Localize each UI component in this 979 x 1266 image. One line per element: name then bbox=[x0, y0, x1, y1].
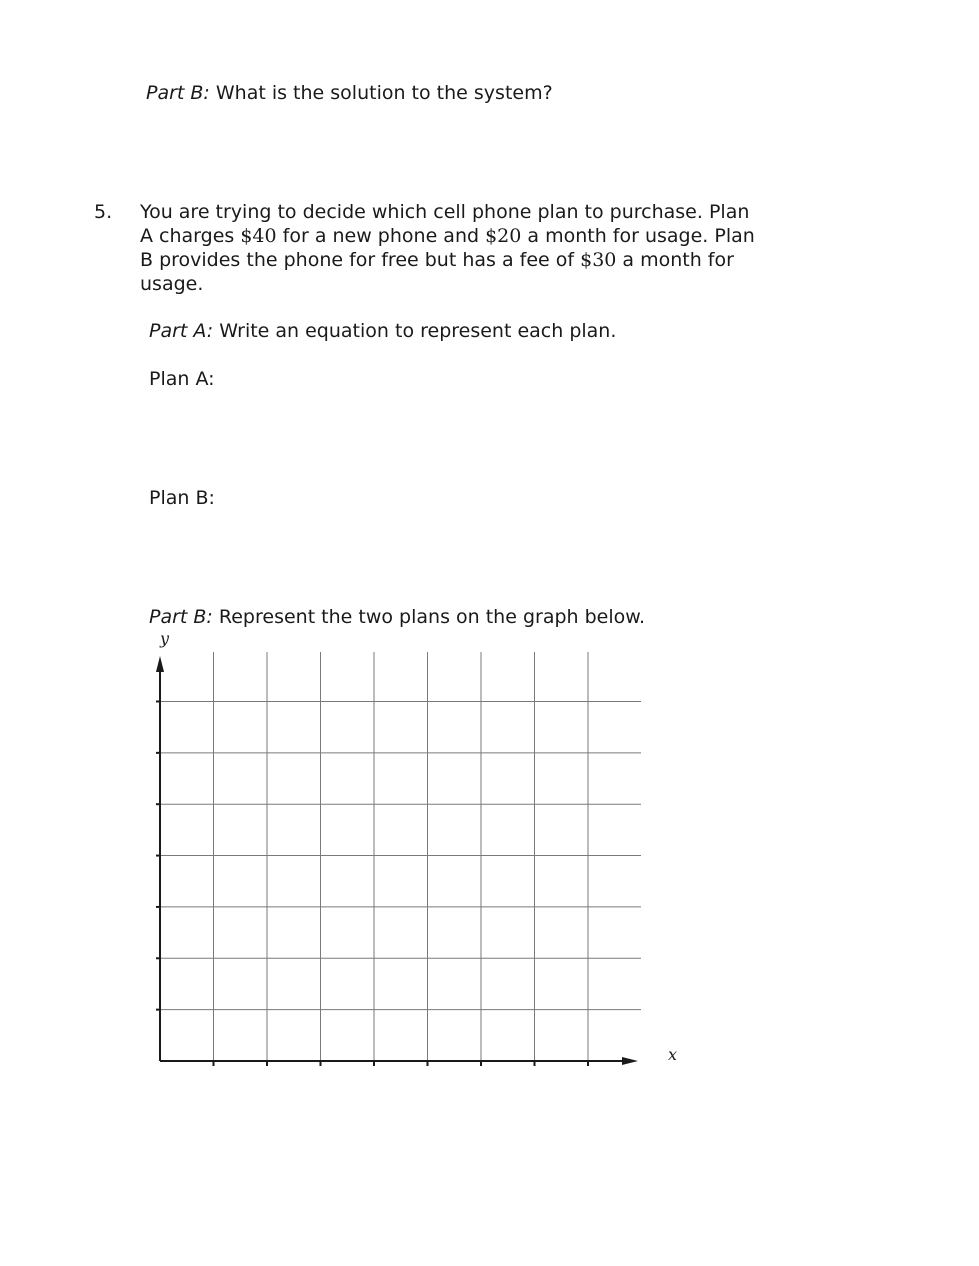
plan-a-label: Plan A: bbox=[149, 368, 215, 390]
problem-line-4: usage. bbox=[140, 273, 204, 295]
problem-line-3-text-1: B provides the phone for free but has a fee of bbox=[140, 249, 581, 271]
axes bbox=[156, 656, 638, 1066]
problem-line-2-text-2: for a new phone and bbox=[276, 225, 486, 247]
grid-lines bbox=[160, 652, 641, 1061]
problem-line-2-text-3: a month for usage. Plan bbox=[521, 225, 755, 247]
plan-a-monthly-cost: $20 bbox=[485, 225, 522, 247]
part-a-label: Part A: bbox=[149, 320, 214, 342]
y-axis-arrow bbox=[156, 656, 164, 672]
problem-line-3 bbox=[140, 248, 734, 272]
plan-b-label: Plan B: bbox=[149, 487, 215, 509]
plan-b-monthly-cost: $30 bbox=[580, 249, 617, 271]
prev-part-b-label: Part B: bbox=[146, 82, 210, 104]
problem-line-3-text-2: a month for bbox=[616, 249, 734, 271]
x-axis-label: x bbox=[668, 1045, 678, 1064]
plan-a-phone-cost: $40 bbox=[240, 225, 277, 247]
y-axis-label: y bbox=[160, 629, 170, 648]
x-axis-arrow bbox=[622, 1057, 638, 1065]
part-b-label: Part B: bbox=[149, 606, 213, 628]
prev-part-b-line bbox=[146, 81, 553, 105]
part-a-line bbox=[149, 319, 616, 343]
prev-part-b-text: What is the solution to the system? bbox=[209, 82, 553, 104]
problem-line-2-text-1: A charges bbox=[140, 225, 241, 247]
part-b-text: Represent the two plans on the graph below. bbox=[212, 606, 646, 628]
part-b-line bbox=[149, 605, 645, 629]
problem-line-2 bbox=[140, 224, 755, 248]
problem-number: 5. bbox=[94, 201, 113, 223]
part-a-text: Write an equation to represent each plan. bbox=[213, 320, 617, 342]
problem-line-1: You are trying to decide which cell phone plan to purchase. Plan bbox=[140, 201, 750, 223]
